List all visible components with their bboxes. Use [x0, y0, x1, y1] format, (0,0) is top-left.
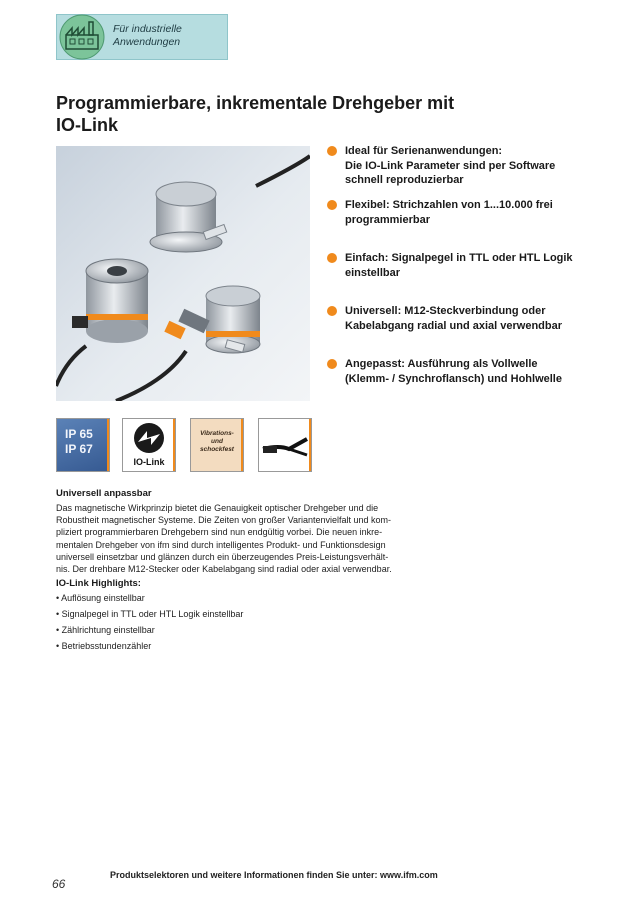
- iolink-badge-text: IO-Link: [133, 457, 165, 467]
- highlight-item: • Betriebsstundenzähler: [56, 641, 152, 652]
- paragraph-line: nis. Der drehbare M12-Stecker oder Kabelabgang sind radial oder axial verwendbar.: [56, 564, 392, 575]
- encoder-illustration: [56, 146, 310, 401]
- badge-accent: [107, 419, 110, 471]
- bullet-dot-icon: [327, 306, 337, 316]
- highlight-item: • Zählrichtung einstellbar: [56, 625, 155, 636]
- iolink-badge: [122, 418, 176, 472]
- ip-rating-text: IP 65 IP 67: [65, 427, 93, 456]
- banner-label: [113, 23, 182, 49]
- product-photo: [56, 146, 310, 401]
- page-number: 66: [52, 877, 66, 891]
- feature-text: Einfach: Signalpegel in TTL oder HTL Logik einstellbar: [345, 252, 573, 279]
- paragraph-line: mentalen Drehgeber von ifm sind durch intelligentes Produkt- und Funktionsdesign: [56, 539, 386, 550]
- cable-badge: [258, 418, 312, 472]
- paragraph-line: pliziert programmierbaren Drehgebern sind nun endgültig vorbei. Die neuen inkre-: [56, 527, 383, 538]
- vibration-badge: [190, 418, 244, 472]
- badge-accent: [309, 419, 312, 471]
- vibration-badge-text: Vibrations- und schockfest: [200, 430, 234, 453]
- highlights-title: IO-Link Highlights:: [56, 578, 141, 590]
- feature-text: Angepasst: Ausführung als Vollwelle (Klemm- / Synchroflansch) und Hohlwelle: [345, 358, 562, 385]
- ip-rating-badge: [56, 418, 110, 472]
- cable-icon: [259, 419, 311, 471]
- description-paragraph: [56, 502, 416, 575]
- badge-row: [56, 418, 316, 474]
- bullet-dot-icon: [327, 253, 337, 263]
- paragraph-line: Robustheit magnetischer Systeme. Die Zeiten von großer Variantenvielfalt und kom-: [56, 515, 391, 526]
- description-section: [56, 488, 416, 654]
- badge-accent: [241, 419, 244, 471]
- bullet-dot-icon: [327, 359, 337, 369]
- page-title: Programmierbare, inkrementale Drehgeber mit IO-Link: [56, 93, 455, 135]
- banner-line-1: Für industrielle: [113, 23, 182, 35]
- paragraph-line: universell einsetzbar und glänzen durch ein überzeugendes Preis-Leistungsverhält-: [56, 551, 389, 562]
- badge-accent: [173, 419, 176, 471]
- banner-line-2: Anwendungen: [113, 36, 181, 48]
- section-title: Universell anpassbar: [56, 488, 152, 499]
- factory-icon: [57, 13, 107, 61]
- feature-text: Ideal für Serienanwendungen: Die IO-Link Parameter sind per Software schnell reproduzierbar: [345, 145, 556, 186]
- footer-note: Produktselektoren und weitere Informationen finden Sie unter: www.ifm.com: [110, 870, 438, 880]
- feature-text: Universell: M12-Steckverbindung oder Kabelabgang radial und axial verwendbar: [345, 305, 563, 332]
- highlight-item: • Auflösung einstellbar: [56, 593, 145, 604]
- bullet-dot-icon: [327, 146, 337, 156]
- category-banner: [56, 14, 228, 60]
- feature-text: Flexibel: Strichzahlen von 1...10.000 frei programmierbar: [345, 199, 553, 226]
- bullet-dot-icon: [327, 200, 337, 210]
- paragraph-line: Das magnetische Wirkprinzip bietet die Genauigkeit optischer Drehgeber und die: [56, 503, 379, 513]
- highlight-item: • Signalpegel in TTL oder HTL Logik einstellbar: [56, 609, 244, 620]
- iolink-logo-icon: [123, 419, 175, 459]
